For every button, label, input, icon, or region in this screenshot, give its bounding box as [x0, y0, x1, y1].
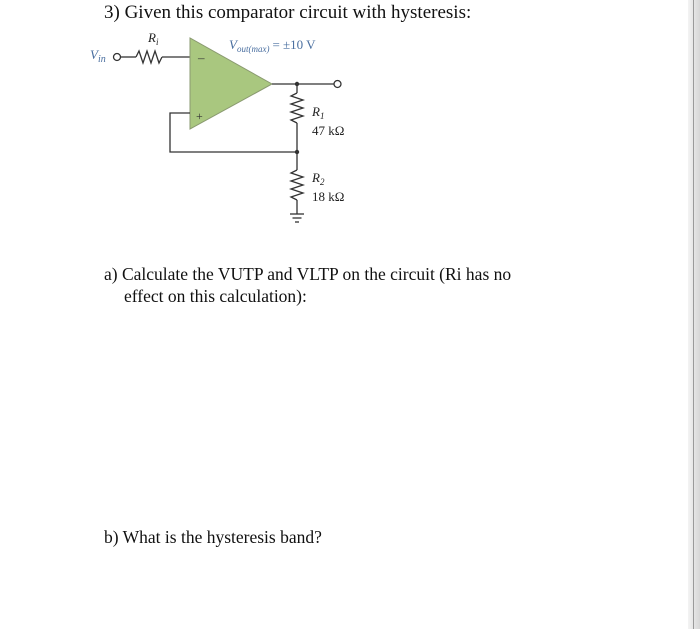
output-terminal	[334, 81, 341, 88]
page-edge-shadow	[688, 0, 700, 629]
vout-max-label: $V_{out(max)} = \pm 10$ V	[229, 37, 316, 54]
input-terminal	[114, 54, 121, 61]
part-a-line-1: a) Calculate the VUTP and VLTP on the circuit (Ri has no	[104, 264, 512, 284]
r2-resistor	[291, 170, 303, 200]
feedback-wire	[170, 113, 297, 152]
inverting-input-sign: –	[198, 50, 205, 65]
page-edge-line	[693, 0, 694, 629]
ri-label: $R_i$	[148, 30, 159, 47]
part-b-question: b) What is the hysteresis band?	[104, 527, 322, 547]
output-junction	[295, 82, 299, 86]
ri-resistor	[136, 51, 162, 63]
noninverting-input-sign: +	[196, 109, 203, 123]
r2-value: 18 kΩ	[312, 189, 345, 204]
part-a-question	[104, 263, 604, 307]
r2-label: $R_2$	[312, 170, 325, 187]
question-title: 3) Given this comparator circuit with hysteresis:	[104, 2, 472, 23]
vin-label: $V_{in}$	[90, 47, 106, 65]
part-a-line-2: effect on this calculation):	[124, 286, 307, 306]
r1-value: 47 kΩ	[312, 123, 345, 138]
r1-resistor	[291, 93, 303, 123]
r1-label: $R_1$	[312, 104, 325, 121]
